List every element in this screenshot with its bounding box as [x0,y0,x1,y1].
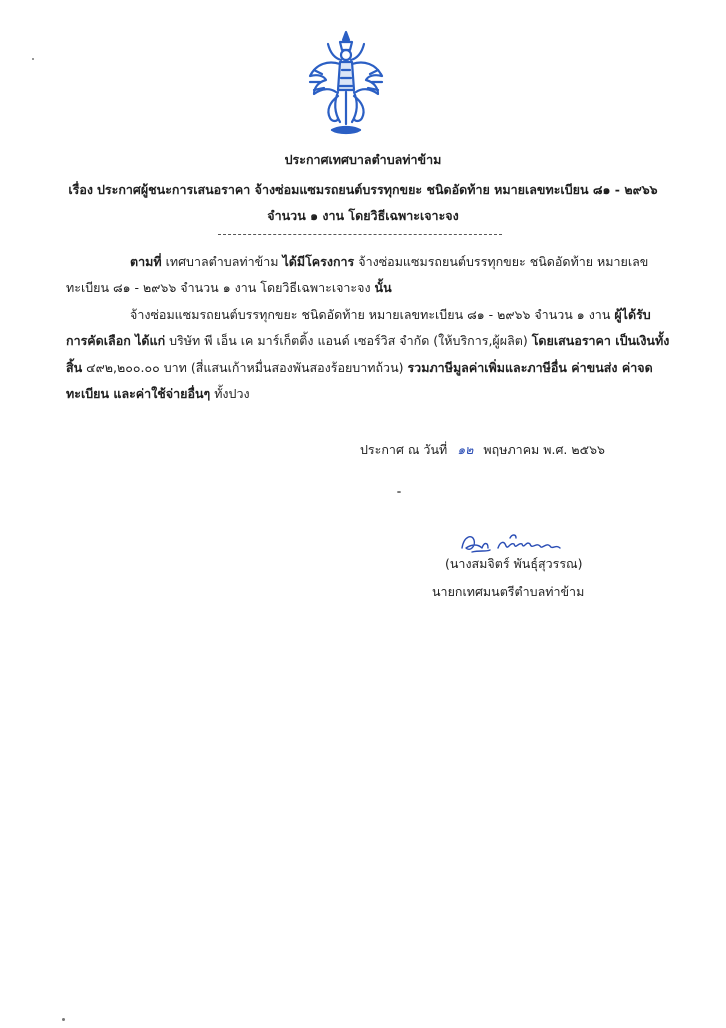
ink-speck [397,491,401,493]
p1-line2-text: ทะเบียน ๘๑ - ๒๙๖๖ จำนวน ๑ งาน โดยวิธีเฉพาะเจาะจง [66,280,375,295]
date-day-handwritten: ๑๒ [457,442,474,457]
announcement-date [360,442,605,458]
p1-text-2: จ้างซ่อมแซมรถยนต์บรรทุกขยะ ชนิดอัดท้าย หมายเลข [354,254,649,269]
scan-speck [32,58,34,60]
paragraph-2-line-1 [130,307,651,323]
paragraph-1-line-2 [66,280,392,296]
scan-speck [62,1018,65,1021]
garuda-emblem [304,30,388,140]
handwritten-signature [452,530,572,558]
signatory-name: (นางสมจิตร์ พันธุ์สุวรรณ) [445,556,583,571]
paragraph-2-line-3 [66,360,653,376]
agency-title: ประกาศเทศบาลตำบลท่าข้าม [284,152,442,167]
paragraph-2-line-4 [66,386,250,402]
subject-text: ประกาศผู้ชนะการเสนอราคา จ้างซ่อมแซมรถยนต์บรรทุกขยะ ชนิดอัดท้าย หมายเลขทะเบียน ๘๑ - ๒๙๖๖ [96,182,658,197]
paragraph-1-line-1 [130,254,648,270]
p2-line3-bold-2: รวมภาษีมูลค่าเพิ่มและภาษีอื่น ค่าขนส่ง ค่าจด [407,360,653,375]
date-month-year: พฤษภาคม พ.ศ. ๒๕๖๖ [483,442,605,457]
p2-line4-text: ทั้งปวง [210,386,250,401]
p1-lead: ตามที่ [130,254,162,269]
quantity-line: จำนวน ๑ งาน โดยวิธีเฉพาะเจาะจง [267,208,459,223]
subject-line [0,180,726,200]
p2-line1-bold: ผู้ได้รับ [614,307,651,322]
subject-label: เรื่อง [68,182,93,197]
p1-text-1: เทศบาลตำบลท่าข้าม [161,254,283,269]
p1-line2-bold: นั้น [374,280,392,295]
p1-bold-2: ได้มีโครงการ [282,254,355,269]
separator-line [218,234,502,235]
p2-line4-bold-1: ทะเบียน และค่าใช้จ่ายอื่นๆ [66,386,211,401]
p2-line2-bold-1: การคัดเลือก ได้แก่ [66,333,166,348]
p2-line3-text: ๔๙๒,๒๐๐.๐๐ บาท (สี่แสนเก้าหมื่นสองพันสองร้อยบาทถ้วน) [82,360,408,375]
p2-line1-text: จ้างซ่อมแซมรถยนต์บรรทุกขยะ ชนิดอัดท้าย หมายเลขทะเบียน ๘๑ - ๒๙๖๖ จำนวน ๑ งาน [130,307,615,322]
p2-line3-bold-1: สิ้น [66,360,83,375]
p2-line2-text: บริษัท พี เอ็น เค มาร์เก็ตติ้ง แอนด์ เซอร์วิส จำกัด (ให้บริการ,ผู้ผลิต) [165,333,532,348]
p2-line2-bold-2: โดยเสนอราคา เป็นเงินทั้ง [531,333,670,348]
paragraph-2-line-2 [66,333,669,349]
signatory-position: นายกเทศมนตรีตำบลท่าข้าม [432,584,585,599]
date-label: ประกาศ ณ วันที่ [360,442,448,457]
